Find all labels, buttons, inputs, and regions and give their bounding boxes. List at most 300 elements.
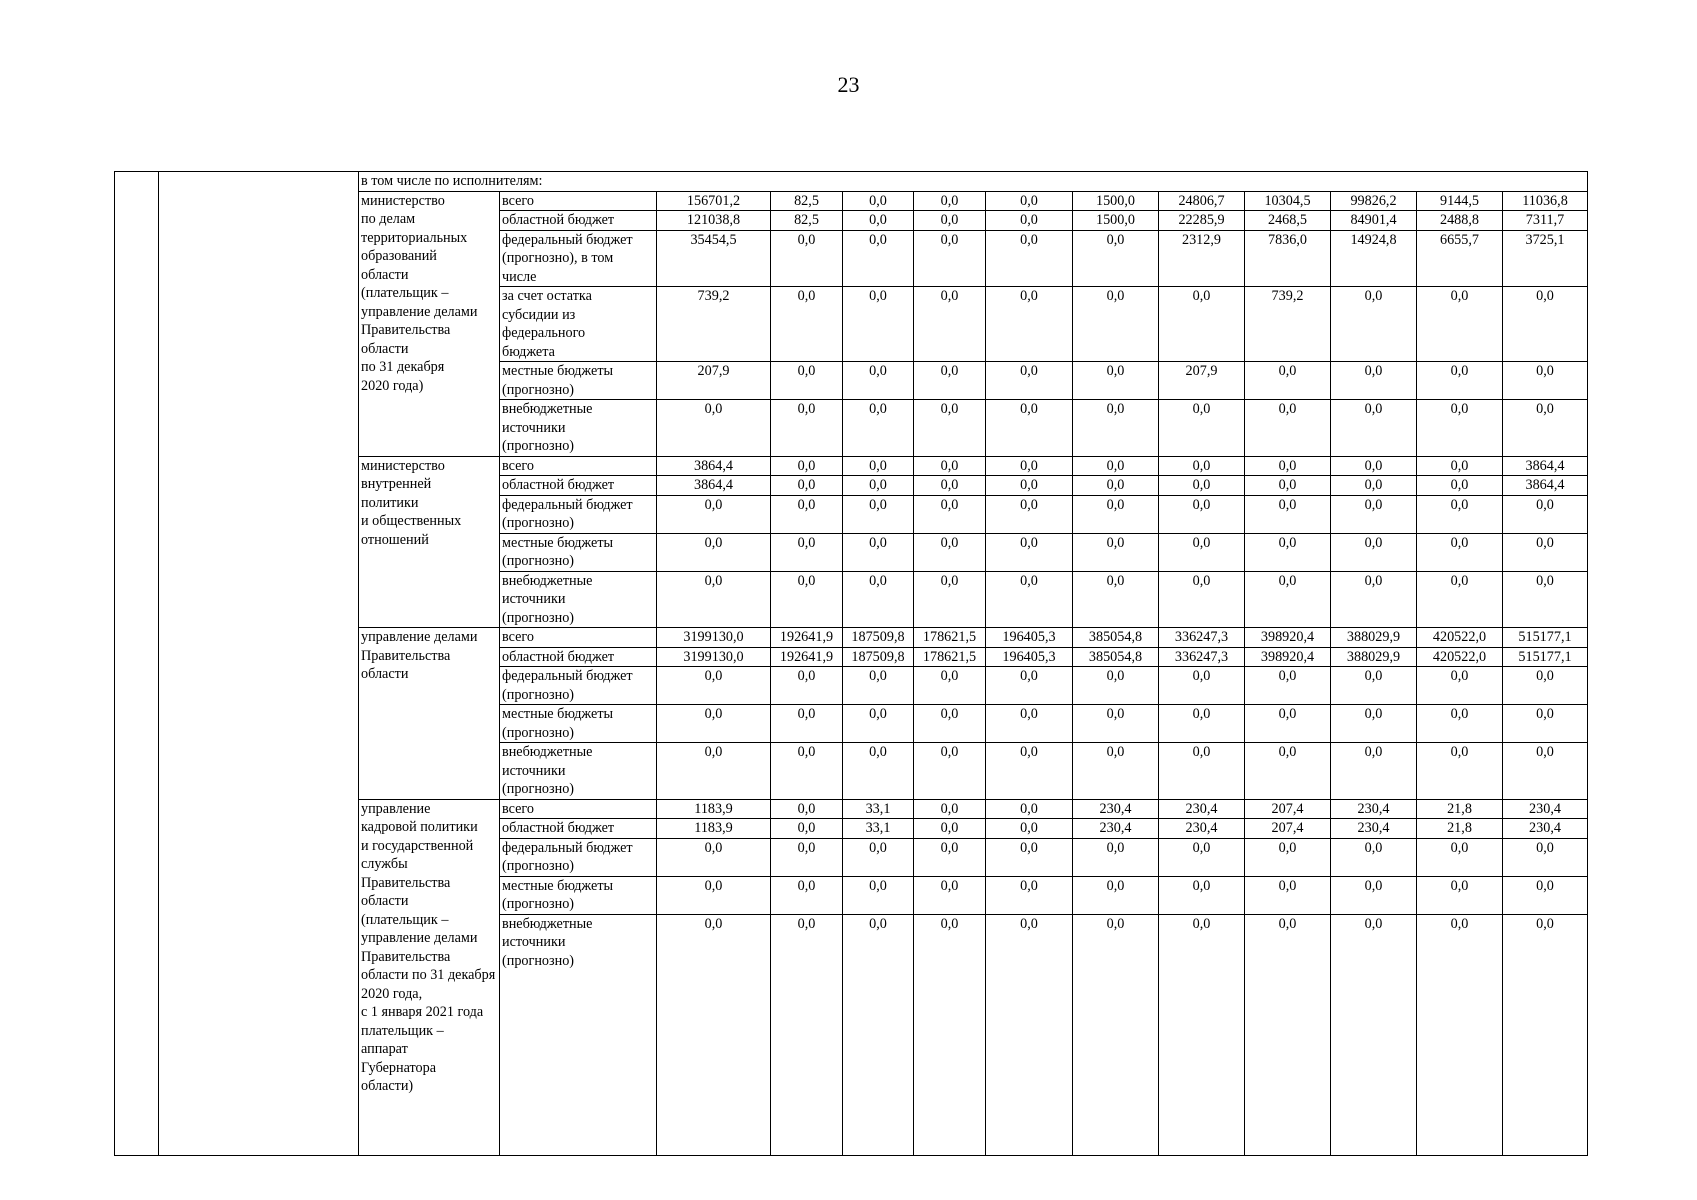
amount-cell: 0,0 [1245, 476, 1331, 496]
amount-cell: 0,0 [1417, 705, 1503, 743]
amount-cell: 230,4 [1073, 799, 1159, 819]
text-line: (прогнозно) [502, 686, 575, 703]
amount-cell: 0,0 [771, 799, 843, 819]
text-line: области [361, 340, 409, 357]
amount-cell: 3725,1 [1503, 230, 1588, 287]
amount-cell: 0,0 [1159, 838, 1245, 876]
text-line: политики [361, 494, 419, 511]
funding-source-cell [500, 476, 657, 496]
amount-cell: 0,0 [1417, 476, 1503, 496]
amount-cell: 0,0 [1159, 533, 1245, 571]
amount-cell: 7836,0 [1245, 230, 1331, 287]
funding-source-cell [500, 628, 657, 648]
amount-cell: 0,0 [1331, 362, 1417, 400]
funding-source-cell [500, 647, 657, 667]
amount-cell: 0,0 [771, 743, 843, 800]
amount-cell: 207,9 [1159, 362, 1245, 400]
amount-cell: 0,0 [1417, 456, 1503, 476]
funding-source-cell [500, 191, 657, 211]
text-line: с 1 января 2021 года [361, 1004, 484, 1020]
amount-cell: 0,0 [986, 838, 1073, 876]
amount-cell: 0,0 [1245, 495, 1331, 533]
amount-cell: 0,0 [771, 400, 843, 457]
text-line: министерство [361, 457, 445, 474]
text-line: внебюджетные [502, 744, 593, 760]
funding-source-cell [500, 819, 657, 839]
amount-cell: 0,0 [1417, 571, 1503, 628]
amount-cell: 385054,8 [1073, 647, 1159, 667]
amount-cell: 0,0 [771, 914, 843, 1156]
text-line: федерального [502, 325, 586, 341]
amount-cell: 0,0 [1073, 476, 1159, 496]
funding-source-cell [500, 362, 657, 400]
amount-cell: 0,0 [771, 287, 843, 362]
amount-cell: 0,0 [771, 571, 843, 628]
amount-cell: 0,0 [657, 400, 771, 457]
amount-cell: 0,0 [1073, 571, 1159, 628]
text-line: службы [361, 856, 408, 872]
amount-cell: 0,0 [1331, 495, 1417, 533]
amount-cell: 0,0 [1331, 705, 1417, 743]
amount-cell: 3864,4 [1503, 456, 1588, 476]
text-line: (прогнозно) [502, 724, 575, 741]
amount-cell: 0,0 [1245, 914, 1331, 1156]
amount-cell: 230,4 [1503, 819, 1588, 839]
amount-cell: 33,1 [843, 799, 914, 819]
amount-cell: 336247,3 [1159, 628, 1245, 648]
text-line: источники [502, 762, 566, 779]
amount-cell: 0,0 [986, 533, 1073, 571]
amount-cell: 0,0 [1073, 705, 1159, 743]
amount-cell: 1500,0 [1073, 191, 1159, 211]
amount-cell: 0,0 [1417, 495, 1503, 533]
text-line: бюджета [502, 343, 555, 360]
text-line: (прогнозно) [502, 515, 575, 531]
text-line: (прогнозно), в том [502, 250, 614, 266]
text-line: источники [502, 419, 566, 436]
amount-cell: 3199130,0 [657, 647, 771, 667]
funding-source-cell [500, 743, 657, 800]
amount-cell: 0,0 [843, 876, 914, 914]
amount-cell: 0,0 [771, 476, 843, 496]
amount-cell: 0,0 [1159, 456, 1245, 476]
amount-cell: 0,0 [1073, 743, 1159, 800]
funding-source-cell [500, 400, 657, 457]
amount-cell: 3864,4 [657, 456, 771, 476]
text-line: образований [361, 248, 437, 264]
text-line: (прогнозно) [502, 858, 575, 874]
amount-cell: 0,0 [986, 705, 1073, 743]
amount-cell: 21,8 [1417, 799, 1503, 819]
text-line: и государственной [361, 837, 474, 854]
amount-cell: 178621,5 [914, 628, 986, 648]
budget-body [115, 172, 1588, 1156]
amount-cell: 0,0 [1331, 400, 1417, 457]
amount-cell: 0,0 [1503, 838, 1588, 876]
amount-cell: 0,0 [657, 533, 771, 571]
amount-cell: 0,0 [1417, 287, 1503, 362]
amount-cell: 0,0 [914, 571, 986, 628]
amount-cell: 0,0 [986, 287, 1073, 362]
amount-cell: 0,0 [914, 914, 986, 1156]
amount-cell: 0,0 [1245, 362, 1331, 400]
amount-cell: 0,0 [1073, 876, 1159, 914]
amount-cell: 398920,4 [1245, 647, 1331, 667]
amount-cell: 0,0 [986, 230, 1073, 287]
amount-cell: 0,0 [1331, 476, 1417, 496]
amount-cell: 22285,9 [1159, 211, 1245, 231]
amount-cell: 0,0 [843, 476, 914, 496]
amount-cell: 0,0 [1417, 362, 1503, 400]
amount-cell: 0,0 [1331, 667, 1417, 705]
text-line: Губернатора [361, 1059, 437, 1076]
amount-cell: 82,5 [771, 211, 843, 231]
text-line: управление делами [361, 629, 478, 645]
amount-cell: 0,0 [1159, 876, 1245, 914]
amount-cell: 0,0 [843, 191, 914, 211]
amount-cell: 0,0 [986, 476, 1073, 496]
funding-source-cell [500, 456, 657, 476]
amount-cell: 0,0 [1331, 571, 1417, 628]
text-line: всего [502, 800, 534, 817]
amount-cell: 388029,9 [1331, 647, 1417, 667]
amount-cell: 0,0 [771, 819, 843, 839]
amount-cell: 0,0 [1245, 876, 1331, 914]
amount-cell: 0,0 [1073, 838, 1159, 876]
amount-cell: 0,0 [1331, 743, 1417, 800]
amount-cell: 10304,5 [1245, 191, 1331, 211]
amount-cell: 398920,4 [1245, 628, 1331, 648]
text-line: всего [502, 457, 534, 474]
funding-source-cell [500, 667, 657, 705]
amount-cell: 420522,0 [1417, 647, 1503, 667]
text-line: (прогнозно) [502, 438, 575, 454]
amount-cell: 0,0 [1073, 400, 1159, 457]
text-line: субсидии из [502, 306, 576, 323]
funding-source-cell [500, 876, 657, 914]
amount-cell: 0,0 [1073, 362, 1159, 400]
amount-cell: 0,0 [1417, 876, 1503, 914]
amount-cell: 0,0 [771, 876, 843, 914]
number-column-cell [115, 172, 159, 1156]
amount-cell: 0,0 [1417, 914, 1503, 1156]
amount-cell: 2468,5 [1245, 211, 1331, 231]
amount-cell: 0,0 [843, 838, 914, 876]
text-line: всего [502, 192, 534, 209]
text-line: 2020 года, [361, 985, 423, 1002]
amount-cell: 0,0 [986, 819, 1073, 839]
amount-cell: 0,0 [914, 705, 986, 743]
amount-cell: 21,8 [1417, 819, 1503, 839]
amount-cell: 0,0 [1331, 914, 1417, 1156]
amount-cell: 230,4 [1331, 799, 1417, 819]
text-line: федеральный бюджет [502, 839, 633, 856]
amount-cell: 336247,3 [1159, 647, 1245, 667]
amount-cell: 230,4 [1159, 799, 1245, 819]
amount-cell: 230,4 [1503, 799, 1588, 819]
amount-cell: 207,4 [1245, 799, 1331, 819]
amount-cell: 0,0 [914, 362, 986, 400]
amount-cell: 0,0 [1417, 838, 1503, 876]
subheader-row [115, 172, 1588, 192]
amount-cell: 0,0 [914, 191, 986, 211]
amount-cell: 0,0 [914, 495, 986, 533]
amount-cell: 7311,7 [1503, 211, 1588, 231]
amount-cell: 0,0 [771, 495, 843, 533]
amount-cell: 99826,2 [1331, 191, 1417, 211]
amount-cell: 0,0 [843, 667, 914, 705]
amount-cell: 0,0 [914, 211, 986, 231]
amount-cell: 0,0 [914, 400, 986, 457]
text-line: местные бюджеты [502, 363, 614, 379]
text-line: области) [361, 1078, 414, 1094]
amount-cell: 0,0 [1159, 914, 1245, 1156]
text-line: всего [502, 629, 534, 645]
amount-cell: 0,0 [986, 876, 1073, 914]
text-line: области [361, 666, 409, 682]
text-line: числе [502, 268, 537, 285]
amount-cell: 0,0 [1331, 838, 1417, 876]
amount-cell: 0,0 [1073, 667, 1159, 705]
executor-name-cell [359, 456, 500, 628]
text-line: (прогнозно) [502, 609, 575, 626]
funding-source-cell [500, 495, 657, 533]
amount-cell: 0,0 [843, 914, 914, 1156]
amount-cell: 230,4 [1331, 819, 1417, 839]
amount-cell: 0,0 [1331, 876, 1417, 914]
text-line: внутренней [361, 476, 432, 492]
amount-cell: 0,0 [1503, 287, 1588, 362]
amount-cell: 0,0 [1503, 914, 1588, 1156]
funding-source-cell [500, 838, 657, 876]
amount-cell: 0,0 [1159, 476, 1245, 496]
text-line: (прогнозно) [502, 553, 575, 569]
amount-cell: 0,0 [986, 743, 1073, 800]
amount-cell: 388029,9 [1331, 628, 1417, 648]
amount-cell: 0,0 [843, 495, 914, 533]
amount-cell: 0,0 [657, 667, 771, 705]
amount-cell: 0,0 [657, 838, 771, 876]
amount-cell: 207,9 [657, 362, 771, 400]
text-line: (плательщик – [361, 285, 449, 301]
text-line: местные бюджеты [502, 706, 614, 722]
funding-source-cell [500, 211, 657, 231]
funding-source-cell [500, 533, 657, 571]
amount-cell: 1500,0 [1073, 211, 1159, 231]
amount-cell: 0,0 [1073, 533, 1159, 571]
amount-cell: 0,0 [1159, 495, 1245, 533]
amount-cell: 0,0 [1245, 533, 1331, 571]
amount-cell: 3864,4 [1503, 476, 1588, 496]
amount-cell: 3199130,0 [657, 628, 771, 648]
text-line: областной бюджет [502, 820, 615, 836]
executor-name-cell [359, 799, 500, 1156]
amount-cell: 2488,8 [1417, 211, 1503, 231]
budget-table [114, 171, 1588, 1156]
amount-cell: 0,0 [1073, 495, 1159, 533]
amount-cell: 0,0 [1073, 230, 1159, 287]
text-line: отношений [361, 531, 429, 548]
text-line: областной бюджет [502, 477, 615, 493]
amount-cell: 0,0 [1245, 400, 1331, 457]
amount-cell: 0,0 [771, 667, 843, 705]
amount-cell: 0,0 [914, 456, 986, 476]
amount-cell: 0,0 [986, 211, 1073, 231]
amount-cell: 0,0 [1159, 743, 1245, 800]
amount-cell: 0,0 [1331, 287, 1417, 362]
funding-source-cell [500, 230, 657, 287]
amount-cell: 0,0 [843, 230, 914, 287]
amount-cell: 0,0 [1503, 533, 1588, 571]
amount-cell: 196405,3 [986, 628, 1073, 648]
text-line: управление [361, 800, 431, 817]
amount-cell: 0,0 [1073, 914, 1159, 1156]
amount-cell: 3864,4 [657, 476, 771, 496]
amount-cell: 0,0 [657, 743, 771, 800]
amount-cell: 1183,9 [657, 799, 771, 819]
amount-cell: 0,0 [1503, 495, 1588, 533]
amount-cell: 0,0 [1331, 533, 1417, 571]
text-line: Правительства [361, 647, 451, 664]
amount-cell: 0,0 [986, 571, 1073, 628]
amount-cell: 192641,9 [771, 647, 843, 667]
text-line: областной бюджет [502, 648, 615, 665]
amount-cell: 0,0 [1417, 667, 1503, 705]
amount-cell: 0,0 [1245, 571, 1331, 628]
amount-cell: 0,0 [843, 211, 914, 231]
amount-cell: 0,0 [914, 533, 986, 571]
text-line: (прогнозно) [502, 896, 575, 912]
amount-cell: 0,0 [914, 230, 986, 287]
amount-cell: 0,0 [986, 362, 1073, 400]
amount-cell: 0,0 [1503, 400, 1588, 457]
text-line: источники [502, 591, 566, 607]
amount-cell: 0,0 [986, 456, 1073, 476]
amount-cell: 0,0 [986, 799, 1073, 819]
amount-cell: 0,0 [657, 914, 771, 1156]
funding-source-cell [500, 705, 657, 743]
executor-name-cell [359, 628, 500, 800]
amount-cell: 0,0 [1503, 705, 1588, 743]
text-line: областной бюджет [502, 212, 615, 228]
amount-cell: 0,0 [986, 667, 1073, 705]
text-line: министерство [361, 192, 445, 209]
name-column-cell [159, 172, 359, 1156]
text-line: Правительства [361, 322, 451, 338]
amount-cell: 0,0 [1159, 571, 1245, 628]
text-line: области по 31 декабря [361, 967, 496, 983]
funding-source-cell [500, 914, 657, 1156]
amount-cell: 0,0 [843, 743, 914, 800]
text-line: области [361, 893, 409, 909]
amount-cell: 178621,5 [914, 647, 986, 667]
text-line: Правительства [361, 874, 451, 891]
text-line: (прогнозно) [502, 381, 575, 398]
text-line: аппарат [361, 1041, 408, 1057]
amount-cell: 2312,9 [1159, 230, 1245, 287]
amount-cell: 121038,8 [657, 211, 771, 231]
executor-name-cell [359, 191, 500, 456]
text-line: (плательщик – [361, 911, 449, 928]
text-line: управление делами [361, 930, 478, 946]
text-line: по делам [361, 211, 416, 227]
amount-cell: 0,0 [914, 819, 986, 839]
text-line: источники [502, 934, 566, 950]
amount-cell: 230,4 [1159, 819, 1245, 839]
text-line: федеральный бюджет [502, 496, 633, 513]
amount-cell: 0,0 [1503, 876, 1588, 914]
amount-cell: 0,0 [1503, 571, 1588, 628]
text-line: федеральный бюджет [502, 231, 633, 248]
amount-cell: 0,0 [914, 838, 986, 876]
amount-cell: 0,0 [914, 476, 986, 496]
amount-cell: 0,0 [657, 571, 771, 628]
text-line: (прогнозно) [502, 781, 575, 797]
amount-cell: 1183,9 [657, 819, 771, 839]
amount-cell: 0,0 [1245, 743, 1331, 800]
text-line: управление делами [361, 303, 478, 320]
amount-cell: 0,0 [1159, 400, 1245, 457]
amount-cell: 0,0 [1417, 743, 1503, 800]
amount-cell: 0,0 [657, 876, 771, 914]
text-line: 2020 года) [361, 377, 424, 394]
amount-cell: 192641,9 [771, 628, 843, 648]
amount-cell: 0,0 [843, 456, 914, 476]
amount-cell: 0,0 [914, 667, 986, 705]
amount-cell: 6655,7 [1417, 230, 1503, 287]
amount-cell: 196405,3 [986, 647, 1073, 667]
amount-cell: 0,0 [771, 230, 843, 287]
amount-cell: 0,0 [986, 191, 1073, 211]
text-line: (прогнозно) [502, 952, 575, 969]
text-line: области [361, 266, 409, 283]
amount-cell: 0,0 [657, 495, 771, 533]
amount-cell: 515177,1 [1503, 628, 1588, 648]
amount-cell: 9144,5 [1417, 191, 1503, 211]
text-line: и общественных [361, 513, 462, 529]
amount-cell: 230,4 [1073, 819, 1159, 839]
funding-source-cell [500, 287, 657, 362]
amount-cell: 0,0 [986, 495, 1073, 533]
amount-cell: 0,0 [1245, 667, 1331, 705]
amount-cell: 82,5 [771, 191, 843, 211]
text-line: внебюджетные [502, 572, 593, 589]
amount-cell: 0,0 [1159, 287, 1245, 362]
text-line: Правительства [361, 948, 451, 965]
amount-cell: 187509,8 [843, 647, 914, 667]
amount-cell: 0,0 [1073, 287, 1159, 362]
text-line: территориальных [361, 229, 468, 246]
amount-cell: 156701,2 [657, 191, 771, 211]
amount-cell: 0,0 [1159, 667, 1245, 705]
amount-cell: 33,1 [843, 819, 914, 839]
amount-cell: 0,0 [1245, 838, 1331, 876]
amount-cell: 35454,5 [657, 230, 771, 287]
amount-cell: 0,0 [1503, 667, 1588, 705]
amount-cell: 0,0 [914, 799, 986, 819]
amount-cell: 0,0 [843, 705, 914, 743]
amount-cell: 0,0 [843, 571, 914, 628]
text-line: внебюджетные [502, 401, 593, 417]
amount-cell: 0,0 [657, 705, 771, 743]
funding-source-cell [500, 799, 657, 819]
amount-cell: 0,0 [986, 400, 1073, 457]
amount-cell: 0,0 [1245, 456, 1331, 476]
amount-cell: 739,2 [1245, 287, 1331, 362]
subheader-cell: в том числе по исполнителям: [359, 172, 1588, 192]
amount-cell: 0,0 [771, 705, 843, 743]
amount-cell: 0,0 [914, 287, 986, 362]
